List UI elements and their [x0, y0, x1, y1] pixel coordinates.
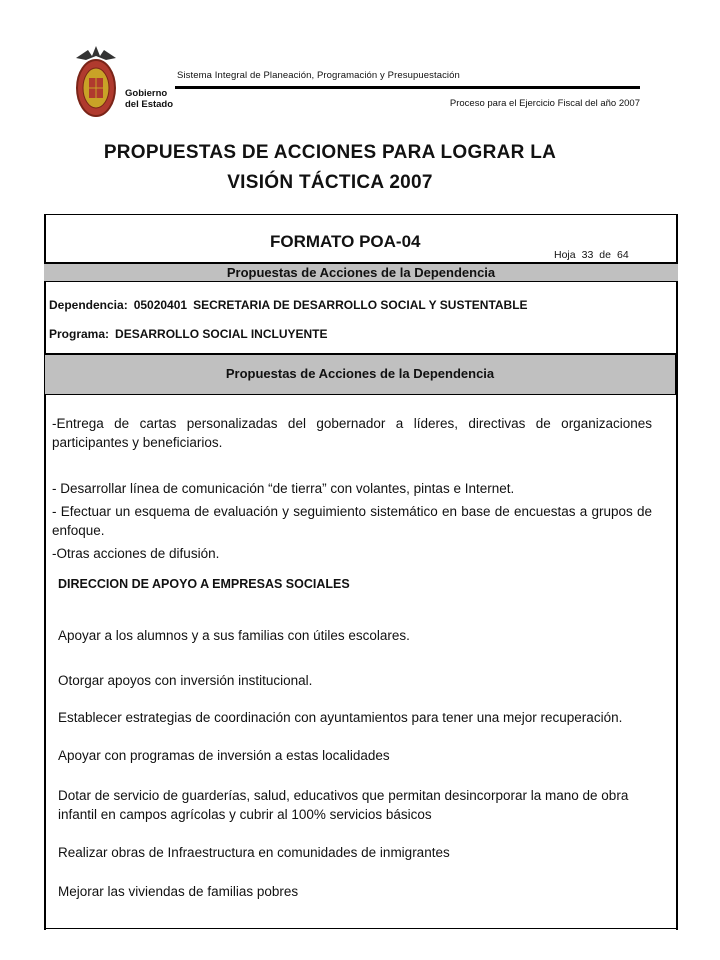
sheet-counter: [554, 249, 635, 261]
action-item: Mejorar las viviendas de familias pobres: [58, 884, 299, 899]
section-bar-top-label: Propuestas de Acciones de la Dependencia: [226, 265, 496, 280]
title-line-1: PROPUESTAS DE ACCIONES PARA LOGRAR LA: [103, 142, 557, 163]
state-coat-of-arms-icon: [72, 44, 120, 120]
title-line-2: VISIÓN TÁCTICA 2007: [227, 172, 433, 193]
section-heading: DIRECCION DE APOYO A EMPRESAS SOCIALES: [58, 577, 350, 591]
dependency-label: Dependencia:: [49, 298, 128, 312]
action-item: -Otras acciones de difusión.: [52, 546, 220, 561]
sheet-number: 33: [581, 249, 594, 261]
program-row: [49, 327, 334, 341]
action-item: Dotar de servicio de guarderías, salud, educativos que permitan desincorporar la mano de obra infantil en campos agrícolas y cubrir al 100% servicios básicos: [58, 788, 629, 822]
action-item: -Entrega de cartas personalizadas del gobernador a líderes, directivas de organizaciones participantes y beneficiarios.: [52, 416, 652, 450]
process-label: Proceso para el Ejercicio Fiscal del año 2007: [449, 98, 640, 109]
action-item: Apoyar con programas de inversión a estas localidades: [58, 748, 390, 763]
action-item: Otorgar apoyos con inversión institucional.: [58, 673, 313, 688]
action-item: - Desarrollar línea de comunicación “de tierra” con volantes, pintas e Internet.: [52, 481, 515, 496]
sheet-label: Hoja: [554, 249, 576, 261]
action-item: - Efectuar un esquema de evaluación y seguimiento sistemático en base de encuestas a grupos de enfoque.: [52, 504, 652, 538]
system-title: Sistema Integral de Planeación, Programación y Presupuestación: [177, 70, 460, 81]
dependency-row: [49, 298, 534, 312]
government-label: Gobierno del Estado: [125, 88, 174, 110]
sheet-total: 64: [616, 249, 629, 261]
program-label: Programa:: [49, 327, 110, 341]
page-title: [40, 138, 620, 198]
format-title: FORMATO POA-04: [270, 232, 421, 251]
sheet-of: de: [599, 249, 611, 261]
dependency-code: 05020401: [133, 298, 188, 312]
action-item: Apoyar a los alumnos y a sus familias con útiles escolares.: [58, 628, 410, 643]
form-bottom-rule: [44, 928, 678, 929]
header-rule: [175, 86, 640, 89]
action-item: Realizar obras de Infraestructura en comunidades de inmigrantes: [58, 845, 450, 860]
section-bar-main-label: Propuestas de Acciones de la Dependencia: [225, 366, 495, 381]
action-item: Establecer estrategias de coordinación con ayuntamientos para tener una mejor recuperación.: [58, 710, 623, 725]
program-name: DESARROLLO SOCIAL INCLUYENTE: [115, 327, 328, 341]
dependency-name: SECRETARIA DE DESARROLLO SOCIAL Y SUSTENTABLE: [193, 298, 528, 312]
